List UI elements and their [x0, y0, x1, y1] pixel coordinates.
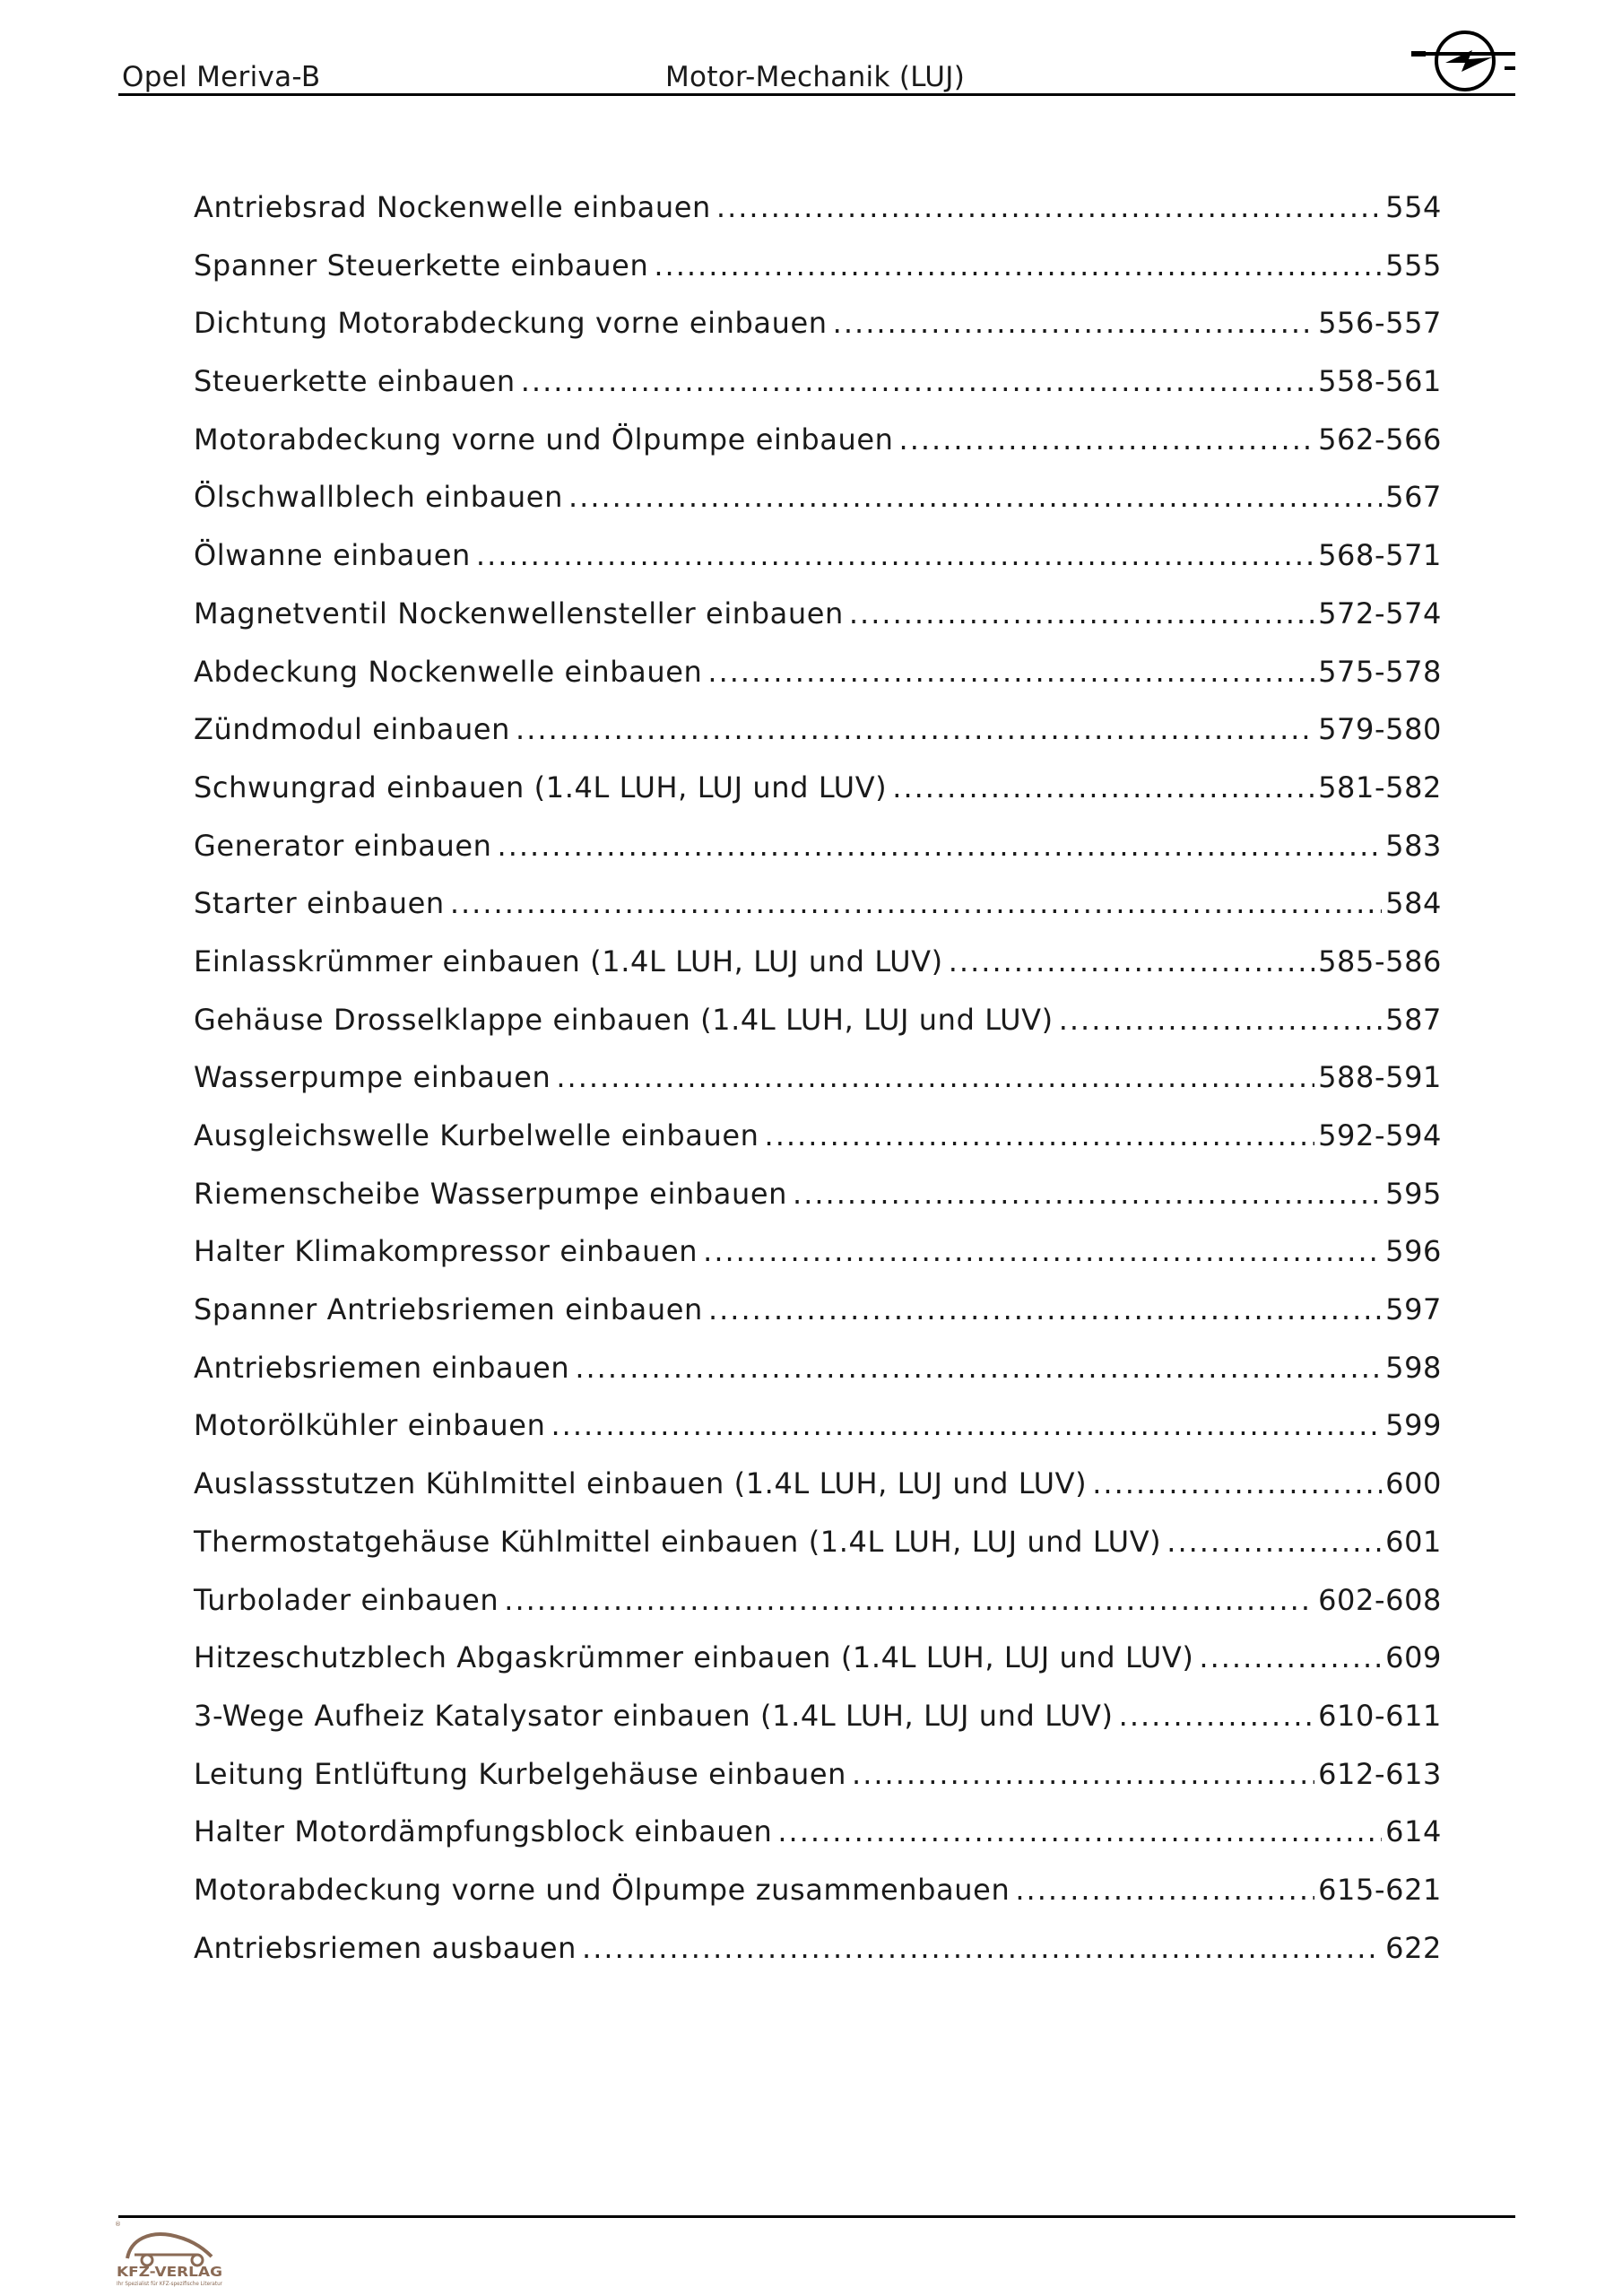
toc-entry — [194, 1292, 1442, 1351]
toc-entry-title: Abdeckung Nockenwelle einbauen — [194, 654, 703, 689]
toc-entry-title: Zündmodul einbauen — [194, 712, 511, 747]
toc-entry-page: 587 — [1385, 1002, 1442, 1037]
toc-entry — [194, 1640, 1442, 1699]
toc-dot-leader — [575, 1351, 1382, 1385]
toc-dot-leader — [833, 306, 1314, 340]
toc-dot-leader — [516, 712, 1314, 746]
toc-entry-title: Motorölkühler einbauen — [194, 1408, 546, 1443]
toc-dot-leader — [1059, 1003, 1382, 1037]
toc-entry-page: 598 — [1385, 1350, 1442, 1385]
toc-entry-page: 554 — [1385, 190, 1442, 224]
toc-dot-leader — [949, 944, 1314, 978]
toc-dot-leader — [654, 248, 1382, 283]
toc-entry — [194, 655, 1442, 713]
toc-dot-leader — [568, 480, 1382, 514]
toc-entry-title: Spanner Steuerkette einbauen — [194, 248, 649, 283]
toc-entry-title: 3-Wege Aufheiz Katalysator einbauen (1.4L LUH, LUJ und LUV) — [194, 1698, 1114, 1733]
toc-entry — [194, 1699, 1442, 1757]
toc-entry-page: 584 — [1385, 886, 1442, 921]
toc-dot-leader — [551, 1408, 1382, 1442]
toc-entry-title: Ölwanne einbauen — [194, 538, 471, 573]
toc-entry-page: 595 — [1385, 1176, 1442, 1211]
toc-dot-leader — [765, 1118, 1315, 1152]
toc-dot-leader — [498, 829, 1383, 863]
toc-entry — [194, 770, 1442, 829]
toc-entry-title: Thermostatgehäuse Kühlmittel einbauen (1.4L LUH, LUJ und LUV) — [194, 1524, 1162, 1559]
toc-dot-leader — [504, 1583, 1314, 1617]
toc-entry-title: Steuerkette einbauen — [194, 364, 516, 399]
toc-entry — [194, 1234, 1442, 1292]
toc-entry-title: Starter einbauen — [194, 886, 445, 921]
toc-entry-page: 583 — [1385, 828, 1442, 863]
toc-entry-page: 575-578 — [1318, 654, 1442, 689]
toc-entry-page: 572-574 — [1318, 596, 1442, 631]
toc-entry-title: Antriebsriemen ausbauen — [194, 1930, 577, 1965]
toc-entry-title: Ausgleichswelle Kurbelwelle einbauen — [194, 1118, 759, 1152]
toc-entry-page: 581-582 — [1318, 770, 1442, 804]
toc-entry — [194, 480, 1442, 538]
toc-entry — [194, 1814, 1442, 1873]
header-section-title: Motor-Mechanik (LUJ) — [665, 61, 966, 93]
toc-entry-page: 622 — [1385, 1930, 1442, 1965]
toc-entry-page: 602-608 — [1318, 1582, 1442, 1617]
toc-entry — [194, 1583, 1442, 1641]
toc-entry — [194, 1873, 1442, 1931]
toc-entry — [194, 712, 1442, 770]
toc-entry-title: Dichtung Motorabdeckung vorne einbauen — [194, 306, 828, 341]
toc-entry-page: 588-591 — [1318, 1060, 1442, 1095]
toc-entry-title: Gehäuse Drosselklappe einbauen (1.4L LUH, LUJ und LUV) — [194, 1002, 1054, 1037]
toc-dot-leader — [1015, 1873, 1314, 1907]
toc-entry-page: 592-594 — [1318, 1118, 1442, 1152]
toc-dot-leader — [450, 886, 1382, 920]
toc-entry — [194, 248, 1442, 307]
toc-entry-title: Halter Klimakompressor einbauen — [194, 1234, 698, 1269]
toc-dot-leader — [849, 596, 1314, 631]
toc-entry-title: Ölschwallblech einbauen — [194, 480, 563, 515]
toc-entry — [194, 1003, 1442, 1061]
toc-dot-leader — [708, 1292, 1382, 1326]
toc-entry-title: Auslassstutzen Kühlmittel einbauen (1.4L LUH, LUJ und LUV) — [194, 1466, 1088, 1501]
toc-dot-leader — [1092, 1466, 1382, 1500]
toc-entry — [194, 944, 1442, 1003]
toc-entry — [194, 538, 1442, 596]
toc-dot-leader — [521, 364, 1314, 398]
toc-entry — [194, 886, 1442, 944]
toc-entry-title: Spanner Antriebsriemen einbauen — [194, 1292, 703, 1327]
toc-entry-page: 558-561 — [1318, 364, 1442, 399]
toc-entry-page: 601 — [1385, 1524, 1442, 1559]
toc-entry-page: 599 — [1385, 1408, 1442, 1443]
toc-entry-page: 610-611 — [1318, 1698, 1442, 1733]
publisher-name: KFZ-VERLAG — [117, 2264, 222, 2280]
toc-entry — [194, 1408, 1442, 1466]
toc-entry-title: Motorabdeckung vorne und Ölpumpe zusammenbauen — [194, 1872, 1010, 1907]
toc-entry-page: 612-613 — [1318, 1756, 1442, 1791]
svg-text:®: ® — [115, 2221, 121, 2228]
header-divider — [118, 93, 1515, 96]
header-vehicle-title: Opel Meriva-B — [122, 61, 321, 93]
toc-entry-page: 596 — [1385, 1234, 1442, 1269]
toc-entry — [194, 1757, 1442, 1815]
toc-dot-leader — [707, 655, 1314, 689]
toc-entry-title: Hitzeschutzblech Abgaskrümmer einbauen (1.4L LUH, LUJ und LUV) — [194, 1640, 1194, 1675]
toc-dot-leader — [1119, 1699, 1314, 1733]
toc-dot-leader — [716, 190, 1382, 224]
toc-dot-leader — [892, 770, 1314, 804]
page-header — [118, 27, 1515, 95]
toc-entry — [194, 422, 1442, 481]
toc-entry-page: 585-586 — [1318, 944, 1442, 978]
toc-entry-title: Turbolader einbauen — [194, 1582, 499, 1617]
toc-dot-leader — [852, 1757, 1314, 1791]
toc-dot-leader — [476, 538, 1314, 572]
toc-entry-page: 609 — [1385, 1640, 1442, 1675]
toc-dot-leader — [703, 1234, 1382, 1268]
toc-dot-leader — [1199, 1640, 1382, 1674]
toc-entry — [194, 1177, 1442, 1235]
toc-entry-page: 615-621 — [1318, 1872, 1442, 1907]
toc-entry-page: 568-571 — [1318, 538, 1442, 573]
toc-entry-title: Generator einbauen — [194, 828, 492, 863]
toc-entry — [194, 1931, 1442, 1989]
footer-divider — [118, 2215, 1515, 2218]
toc-entry-page: 597 — [1385, 1292, 1442, 1327]
toc-dot-leader — [1167, 1525, 1382, 1559]
toc-dot-leader — [582, 1931, 1382, 1965]
toc-entry — [194, 829, 1442, 887]
publisher-tagline: Ihr Spezialist für KFZ-spezifische Literatur — [117, 2281, 223, 2287]
toc-entry-page: 567 — [1385, 480, 1442, 515]
toc-entry — [194, 364, 1442, 422]
toc-entry-title: Magnetventil Nockenwellensteller einbauen — [194, 596, 844, 631]
toc-entry — [194, 306, 1442, 364]
toc-dot-leader — [793, 1177, 1382, 1211]
toc-entry-page: 614 — [1385, 1814, 1442, 1849]
toc-entry-page: 556-557 — [1318, 306, 1442, 341]
toc-entry — [194, 1466, 1442, 1525]
toc-dot-leader — [556, 1060, 1314, 1094]
kfz-verlag-logo-icon — [115, 2219, 231, 2291]
toc-dot-leader — [777, 1814, 1382, 1848]
toc-entry-title: Schwungrad einbauen (1.4L LUH, LUJ und LUV) — [194, 770, 888, 804]
opel-blitz-logo-icon — [1409, 27, 1517, 95]
toc-entry-title: Wasserpumpe einbauen — [194, 1060, 551, 1095]
toc-entry-page: 562-566 — [1318, 422, 1442, 457]
toc-entry-page: 600 — [1385, 1466, 1442, 1501]
toc-entry-title: Halter Motordämpfungsblock einbauen — [194, 1814, 773, 1849]
toc-entry-title: Einlasskrümmer einbauen (1.4L LUH, LUJ und LUV) — [194, 944, 943, 978]
toc-entry — [194, 1060, 1442, 1118]
toc-entry — [194, 1525, 1442, 1583]
toc-entry — [194, 1118, 1442, 1177]
toc-entry-page: 555 — [1385, 248, 1442, 283]
toc-entry — [194, 190, 1442, 248]
table-of-contents — [194, 190, 1442, 1988]
toc-entry-title: Motorabdeckung vorne und Ölpumpe einbauen — [194, 422, 894, 457]
toc-entry-title: Antriebsriemen einbauen — [194, 1350, 570, 1385]
toc-entry — [194, 596, 1442, 655]
toc-entry-title: Antriebsrad Nockenwelle einbauen — [194, 190, 711, 224]
toc-entry — [194, 1351, 1442, 1409]
toc-entry-title: Riemenscheibe Wasserpumpe einbauen — [194, 1176, 788, 1211]
toc-dot-leader — [899, 422, 1315, 457]
toc-entry-page: 579-580 — [1318, 712, 1442, 747]
toc-entry-title: Leitung Entlüftung Kurbelgehäuse einbauen — [194, 1756, 847, 1791]
